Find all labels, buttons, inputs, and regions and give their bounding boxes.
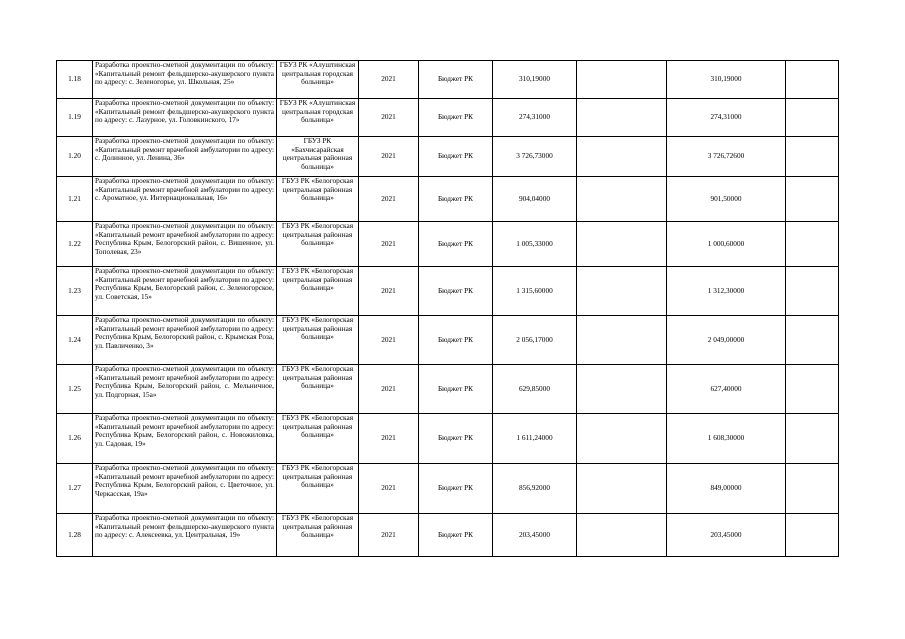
- organization: ГБУЗ РК «Белогорская центральная районная больница»: [277, 222, 359, 267]
- empty-cell: [577, 222, 667, 267]
- table-row: [57, 414, 839, 464]
- organization: ГБУЗ РК «Алуштинская центральная городская больница»: [277, 99, 359, 137]
- work-description: Разработка проектно-сметной документации по объекту: «Капитальный ремонт врачебной амбулатории по адресу: с. Долинное, ул. Ленина, 36»: [93, 137, 277, 177]
- funding-source: Бюджет РК: [419, 365, 493, 414]
- empty-cell: [577, 316, 667, 365]
- funding-source: Бюджет РК: [419, 414, 493, 464]
- table-row: [57, 137, 839, 177]
- year: 2021: [359, 177, 419, 222]
- organization: ГБУЗ РК «Бахчисарайская центральная районная больница»: [277, 137, 359, 177]
- year: 2021: [359, 414, 419, 464]
- row-number: 1.21: [57, 177, 93, 222]
- total-amount: 904,04000: [493, 177, 577, 222]
- empty-cell: [786, 267, 839, 316]
- work-description: Разработка проектно-сметной документации по объекту: «Капитальный ремонт врачебной амбулатории по адресу: с. Ароматное, ул. Интернациональная, 16»: [93, 177, 277, 222]
- organization: ГБУЗ РК «Алуштинская центральная городская больница»: [277, 61, 359, 99]
- total-amount: 1 315,60000: [493, 267, 577, 316]
- table-row: [57, 365, 839, 414]
- amount-value: 849,00000: [667, 464, 786, 514]
- row-number: 1.24: [57, 316, 93, 365]
- total-amount: 2 056,17000: [493, 316, 577, 365]
- data-table: [56, 60, 839, 557]
- empty-cell: [577, 61, 667, 99]
- work-description: Разработка проектно-сметной документации по объекту: «Капитальный ремонт фельдшерско-акушерского пункта по адресу: с. Алексеевка, ул. Центральная, 19»: [93, 514, 277, 557]
- amount-value: 627,40000: [667, 365, 786, 414]
- year: 2021: [359, 365, 419, 414]
- empty-cell: [786, 464, 839, 514]
- funding-source: Бюджет РК: [419, 137, 493, 177]
- empty-cell: [786, 61, 839, 99]
- funding-source: Бюджет РК: [419, 222, 493, 267]
- empty-cell: [786, 177, 839, 222]
- amount-value: 274,31000: [667, 99, 786, 137]
- amount-value: 1 608,30000: [667, 414, 786, 464]
- organization: ГБУЗ РК «Белогорская центральная районная больница»: [277, 514, 359, 557]
- table-row: [57, 267, 839, 316]
- organization: ГБУЗ РК «Белогорская центральная районная больница»: [277, 414, 359, 464]
- row-number: 1.22: [57, 222, 93, 267]
- empty-cell: [786, 414, 839, 464]
- row-number: 1.26: [57, 414, 93, 464]
- funding-source: Бюджет РК: [419, 464, 493, 514]
- empty-cell: [786, 365, 839, 414]
- total-amount: 856,92000: [493, 464, 577, 514]
- empty-cell: [577, 99, 667, 137]
- empty-cell: [786, 99, 839, 137]
- amount-value: 3 726,72600: [667, 137, 786, 177]
- total-amount: 274,31000: [493, 99, 577, 137]
- table-row: [57, 99, 839, 137]
- table-row: [57, 316, 839, 365]
- table-row: [57, 177, 839, 222]
- work-description: Разработка проектно-сметной документации по объекту: «Капитальный ремонт фельдшерско-акушерского пункта по адресу: с. Зеленогорье, ул. Школьная, 25»: [93, 61, 277, 99]
- work-description: Разработка проектно-сметной документации по объекту: «Капитальный ремонт врачебной амбулатории по адресу: Республика Крым, Белогорский район, с. Зеленогорское, ул. Советская, 15»: [93, 267, 277, 316]
- empty-cell: [577, 365, 667, 414]
- organization: ГБУЗ РК «Белогорская центральная районная больница»: [277, 464, 359, 514]
- total-amount: 3 726,73000: [493, 137, 577, 177]
- organization: ГБУЗ РК «Белогорская центральная районная больница»: [277, 177, 359, 222]
- total-amount: 1 611,24000: [493, 414, 577, 464]
- empty-cell: [786, 222, 839, 267]
- work-description: Разработка проектно-сметной документации по объекту: «Капитальный ремонт фельдшерско-акушерского пункта по адресу: с. Лазурное, ул. Головкинского, 17»: [93, 99, 277, 137]
- total-amount: 1 005,33000: [493, 222, 577, 267]
- work-description: Разработка проектно-сметной документации по объекту: «Капитальный ремонт врачебной амбулатории по адресу: Республика Крым, Белогорский район, с. Цветочное, ул. Черкасская, 19а»: [93, 464, 277, 514]
- row-number: 1.28: [57, 514, 93, 557]
- table-row: [57, 514, 839, 557]
- total-amount: 203,45000: [493, 514, 577, 557]
- funding-source: Бюджет РК: [419, 61, 493, 99]
- year: 2021: [359, 137, 419, 177]
- amount-value: 1 000,60000: [667, 222, 786, 267]
- row-number: 1.25: [57, 365, 93, 414]
- year: 2021: [359, 99, 419, 137]
- empty-cell: [786, 514, 839, 557]
- year: 2021: [359, 222, 419, 267]
- empty-cell: [577, 177, 667, 222]
- total-amount: 629,85000: [493, 365, 577, 414]
- funding-source: Бюджет РК: [419, 514, 493, 557]
- amount-value: 310,19000: [667, 61, 786, 99]
- empty-cell: [786, 316, 839, 365]
- funding-source: Бюджет РК: [419, 99, 493, 137]
- year: 2021: [359, 267, 419, 316]
- year: 2021: [359, 464, 419, 514]
- funding-source: Бюджет РК: [419, 316, 493, 365]
- empty-cell: [577, 137, 667, 177]
- empty-cell: [577, 414, 667, 464]
- organization: ГБУЗ РК «Белогорская центральная районная больница»: [277, 316, 359, 365]
- empty-cell: [577, 464, 667, 514]
- empty-cell: [577, 514, 667, 557]
- organization: ГБУЗ РК «Белогорская центральная районная больница»: [277, 365, 359, 414]
- empty-cell: [786, 137, 839, 177]
- total-amount: 310,19000: [493, 61, 577, 99]
- work-description: Разработка проектно-сметной документации по объекту: «Капитальный ремонт врачебной амбулатории по адресу: Республика Крым, Белогорский район, с. Крымская Роза, ул. Павличенко, 3»: [93, 316, 277, 365]
- table-row: [57, 464, 839, 514]
- funding-source: Бюджет РК: [419, 267, 493, 316]
- year: 2021: [359, 514, 419, 557]
- amount-value: 2 049,00000: [667, 316, 786, 365]
- row-number: 1.19: [57, 99, 93, 137]
- row-number: 1.23: [57, 267, 93, 316]
- work-description: Разработка проектно-сметной документации по объекту: «Капитальный ремонт врачебной амбулатории по адресу: Республика Крым, Белогорский район, с. Новожиловка, ул. Садовая, 19»: [93, 414, 277, 464]
- amount-value: 901,50000: [667, 177, 786, 222]
- work-description: Разработка проектно-сметной документации по объекту: «Капитальный ремонт врачебной амбулатории по адресу: Республика Крым, Белогорский район, с. Мельничное, ул. Подгорная, 15а»: [93, 365, 277, 414]
- table-row: [57, 222, 839, 267]
- year: 2021: [359, 316, 419, 365]
- row-number: 1.27: [57, 464, 93, 514]
- amount-value: 1 312,30000: [667, 267, 786, 316]
- row-number: 1.18: [57, 61, 93, 99]
- work-description: Разработка проектно-сметной документации по объекту: «Капитальный ремонт врачебной амбулатории по адресу: Республика Крым, Белогорский район, с. Вишенное, ул. Тополевая, 23»: [93, 222, 277, 267]
- row-number: 1.20: [57, 137, 93, 177]
- year: 2021: [359, 61, 419, 99]
- table-row: [57, 61, 839, 99]
- funding-source: Бюджет РК: [419, 177, 493, 222]
- organization: ГБУЗ РК «Белогорская центральная районная больница»: [277, 267, 359, 316]
- empty-cell: [577, 267, 667, 316]
- amount-value: 203,45000: [667, 514, 786, 557]
